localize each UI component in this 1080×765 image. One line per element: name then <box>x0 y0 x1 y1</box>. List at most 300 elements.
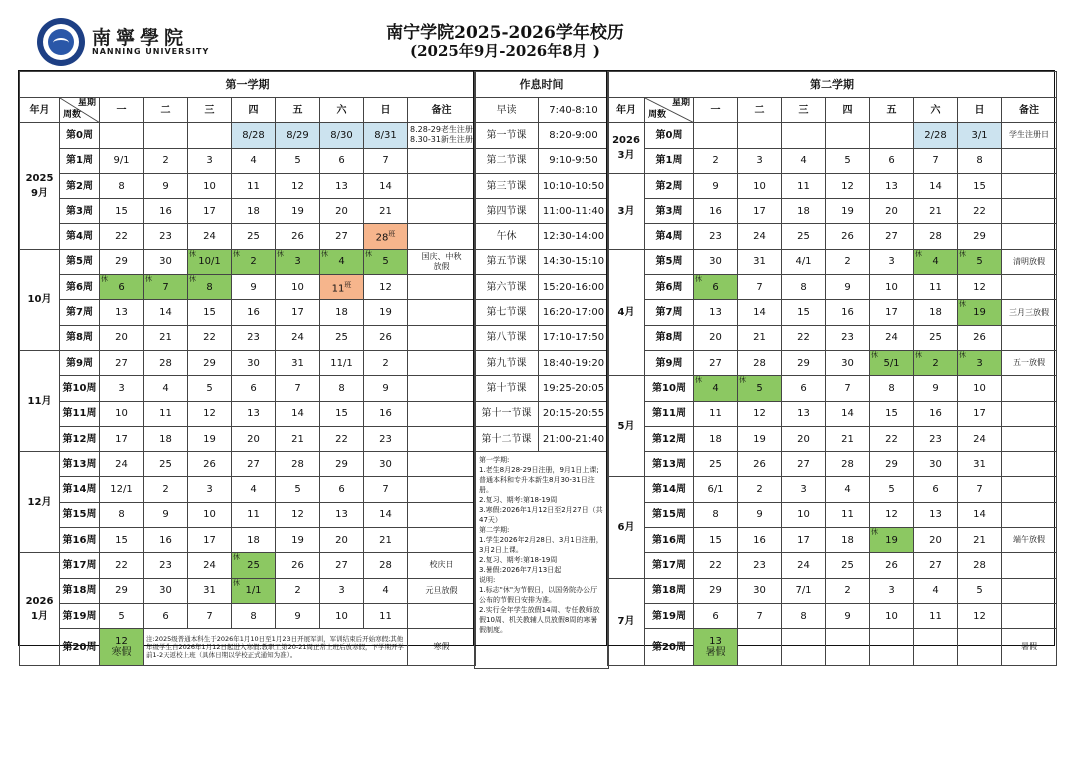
day-cell <box>276 275 320 300</box>
day-date: 8 <box>206 281 213 293</box>
day-date: 6/1 <box>707 484 724 496</box>
day-date: 26 <box>973 332 986 344</box>
day-cell <box>188 350 232 375</box>
period-time: 15:20-16:00 <box>539 275 609 300</box>
day-date: 14 <box>159 307 172 319</box>
day-cell <box>782 350 826 375</box>
day-date: 28 <box>841 458 854 470</box>
week-row <box>608 300 1057 325</box>
day-cell <box>826 300 870 325</box>
week-row <box>608 376 1057 401</box>
day-date: 11 <box>929 281 942 293</box>
day-cell <box>782 148 826 173</box>
day-date: 16 <box>929 408 942 420</box>
schedule-row <box>475 426 609 451</box>
week-number: 第16周 <box>60 528 100 553</box>
day-cell <box>738 477 782 502</box>
day-date: 4 <box>250 484 257 496</box>
period-time: 11:00-11:40 <box>539 199 609 224</box>
day-date: 25 <box>709 458 722 470</box>
day-date: 7 <box>756 281 763 293</box>
notes-line: 说明: <box>479 576 496 585</box>
logo-english-name: NANNING UNIVERSITY <box>92 47 210 56</box>
row-note: 端午放假 <box>1002 528 1057 553</box>
day-date: 26 <box>841 231 854 243</box>
day-cell <box>188 325 232 350</box>
day-date: 3 <box>338 585 345 597</box>
week-row <box>20 148 476 173</box>
day-date: 27 <box>335 231 348 243</box>
day-cell <box>782 199 826 224</box>
day-cell <box>826 528 870 553</box>
day-cell <box>188 502 232 527</box>
day-cell <box>276 300 320 325</box>
month-label: 2025 9月 <box>20 123 60 249</box>
day-date: 2 <box>382 357 389 369</box>
day-cell <box>188 224 232 249</box>
week-row <box>608 173 1057 198</box>
day-date: 8 <box>118 180 125 192</box>
day-cell <box>320 426 364 451</box>
day-date: 20 <box>247 433 260 445</box>
day-cell <box>694 199 738 224</box>
day-cell <box>738 376 782 401</box>
day-date: 5 <box>756 382 763 394</box>
day-date: 15 <box>709 534 722 546</box>
day-date: 16 <box>841 307 854 319</box>
day-cell <box>364 224 408 249</box>
day-date: 13 <box>709 307 722 319</box>
table-title-row <box>475 72 609 98</box>
day-cell <box>782 452 826 477</box>
week-row <box>20 528 476 553</box>
sem1-title: 第一学期 <box>20 72 476 98</box>
week-number: 第4周 <box>60 224 100 249</box>
day-date: 17 <box>885 307 898 319</box>
day-date: 30 <box>159 585 172 597</box>
day-cell <box>232 199 276 224</box>
table-title-row <box>608 72 1057 98</box>
day-cell <box>276 426 320 451</box>
period-name: 第七节课 <box>475 300 539 325</box>
day-date: 20 <box>335 205 348 217</box>
day-cell <box>144 477 188 502</box>
day-cell <box>870 199 914 224</box>
day-date: 30 <box>709 256 722 268</box>
day-cell <box>694 603 738 628</box>
day-date: 25 <box>247 231 260 243</box>
month-column-header: 年月 <box>608 98 645 123</box>
day-date: 12/1 <box>110 484 133 496</box>
day-cell <box>914 350 958 375</box>
day-cell <box>320 275 364 300</box>
day-cell <box>782 173 826 198</box>
month-label: 4月 <box>608 249 645 375</box>
day-cell <box>232 224 276 249</box>
day-date: 17 <box>203 205 216 217</box>
day-date: 15 <box>885 408 898 420</box>
day-date: 23 <box>159 231 172 243</box>
day-date: 6 <box>932 484 939 496</box>
day-cell <box>232 452 276 477</box>
day-cell <box>320 603 364 628</box>
day-date: 29 <box>115 256 128 268</box>
schedule-row <box>475 249 609 274</box>
day-date: 24 <box>797 559 810 571</box>
week-number: 第3周 <box>60 199 100 224</box>
day-cell <box>320 123 364 148</box>
day-date: 9 <box>932 382 939 394</box>
day-date: 19 <box>291 205 304 217</box>
day-cell <box>958 629 1002 666</box>
day-date: 11 <box>247 180 260 192</box>
day-cell <box>958 224 1002 249</box>
day-cell <box>276 224 320 249</box>
day-cell <box>738 603 782 628</box>
day-cell <box>188 275 232 300</box>
day-date: 5 <box>294 155 301 167</box>
day-cell <box>958 173 1002 198</box>
day-date: 4 <box>382 585 389 597</box>
day-cell <box>914 629 958 666</box>
day-cell <box>694 275 738 300</box>
day-date: 17 <box>115 433 128 445</box>
week-number: 第19周 <box>60 603 100 628</box>
day-date: 28 <box>973 559 986 571</box>
day-date: 5 <box>888 484 895 496</box>
day-date: 16 <box>247 307 260 319</box>
day-date: 16 <box>753 534 766 546</box>
day-date: 8 <box>338 382 345 394</box>
day-cell <box>958 376 1002 401</box>
day-cell <box>100 528 144 553</box>
day-cell <box>826 148 870 173</box>
day-cell <box>870 148 914 173</box>
day-cell <box>782 528 826 553</box>
week-number: 第2周 <box>60 173 100 198</box>
day-date: 14 <box>973 509 986 521</box>
day-date: 3 <box>976 357 983 369</box>
day-date: 7 <box>162 281 169 293</box>
day-cell <box>826 123 870 148</box>
day-date: 24 <box>115 458 128 470</box>
day-cell <box>870 275 914 300</box>
day-date: 8 <box>712 509 719 521</box>
day-date: 10 <box>885 281 898 293</box>
week-number: 第20周 <box>60 629 100 666</box>
day-date: 2 <box>932 357 939 369</box>
row-note <box>408 452 476 477</box>
day-cell <box>738 426 782 451</box>
day-cell <box>276 148 320 173</box>
day-cell <box>144 199 188 224</box>
week-row <box>608 325 1057 350</box>
month-label: 6月 <box>608 477 645 578</box>
day-date: 11 <box>379 610 392 622</box>
day-date: 30 <box>247 357 260 369</box>
day-date: 11 <box>797 180 810 192</box>
week-row <box>608 350 1057 375</box>
day-cell <box>782 300 826 325</box>
row-note: 暑假 <box>1002 629 1057 666</box>
day-cell <box>188 603 232 628</box>
day-date: 16 <box>159 205 172 217</box>
month-column-header: 年月 <box>20 98 60 123</box>
vacation-start-cell: 12 寒假 <box>100 629 144 666</box>
row-note <box>1002 603 1057 628</box>
day-cell <box>232 350 276 375</box>
day-date: 27 <box>335 559 348 571</box>
day-date: 4 <box>162 382 169 394</box>
day-date: 21 <box>291 433 304 445</box>
week-number: 第10周 <box>645 376 694 401</box>
day-date: 29 <box>973 231 986 243</box>
day-cell <box>738 224 782 249</box>
day-cell <box>914 528 958 553</box>
day-date: 24 <box>203 231 216 243</box>
schedule-row <box>475 173 609 198</box>
week-row <box>20 325 476 350</box>
day-date: 9 <box>162 509 169 521</box>
day-date: 18 <box>929 307 942 319</box>
row-note <box>1002 578 1057 603</box>
row-note <box>1002 173 1057 198</box>
schedule-row <box>475 350 609 375</box>
day-date: 11 <box>841 509 854 521</box>
period-name: 第六节课 <box>475 275 539 300</box>
day-cell <box>738 325 782 350</box>
day-date: 8 <box>800 610 807 622</box>
day-cell <box>826 275 870 300</box>
day-date: 8 <box>800 281 807 293</box>
week-row <box>608 123 1057 148</box>
day-date: 19 <box>291 534 304 546</box>
day-date: 5 <box>206 382 213 394</box>
day-cell <box>694 553 738 578</box>
day-date: 12 <box>885 509 898 521</box>
holiday-mark: 休 <box>739 376 746 385</box>
day-cell <box>694 528 738 553</box>
semester-2-table <box>606 70 1055 659</box>
week-number: 第1周 <box>60 148 100 173</box>
day-date: 26 <box>885 559 898 571</box>
day-date: 13 <box>247 408 260 420</box>
day-date: 27 <box>709 357 722 369</box>
day-cell <box>870 578 914 603</box>
holiday-mark: 休 <box>959 249 966 258</box>
week-row <box>20 578 476 603</box>
day-cell <box>738 350 782 375</box>
table-title-row <box>20 72 476 98</box>
day-cell <box>144 426 188 451</box>
day-date: 29 <box>335 458 348 470</box>
day-date: 15 <box>973 180 986 192</box>
day-cell <box>320 553 364 578</box>
day-cell <box>782 629 826 666</box>
row-note <box>1002 477 1057 502</box>
day-cell <box>826 603 870 628</box>
day-cell <box>694 249 738 274</box>
day-date: 8/28 <box>242 129 265 141</box>
day-cell <box>738 249 782 274</box>
week-row <box>608 148 1057 173</box>
day-cell <box>694 452 738 477</box>
day-date: 21 <box>379 205 392 217</box>
month-label: 2026 3月 <box>608 123 645 174</box>
day-cell <box>364 123 408 148</box>
day-cell <box>958 603 1002 628</box>
week-row <box>608 426 1057 451</box>
day-cell <box>826 426 870 451</box>
day-date: 6 <box>338 484 345 496</box>
day-cell <box>100 502 144 527</box>
day-cell <box>694 224 738 249</box>
day-cell <box>826 502 870 527</box>
day-date: 14 <box>291 408 304 420</box>
day-date: 3 <box>888 585 895 597</box>
day-date: 28 <box>375 232 389 244</box>
day-date: 9 <box>756 509 763 521</box>
day-cell <box>870 502 914 527</box>
schedule-row <box>475 376 609 401</box>
period-name: 第一节课 <box>475 123 539 148</box>
day-date: 6 <box>162 610 169 622</box>
day-cell <box>914 123 958 148</box>
week-number: 第5周 <box>645 249 694 274</box>
row-note <box>1002 325 1057 350</box>
day-cell <box>364 173 408 198</box>
day-date: 28 <box>159 357 172 369</box>
day-cell <box>826 401 870 426</box>
period-time: 10:10-10:50 <box>539 173 609 198</box>
schedule-row <box>475 325 609 350</box>
day-cell <box>914 401 958 426</box>
day-cell <box>826 325 870 350</box>
day-date: 23 <box>929 433 942 445</box>
day-cell <box>914 199 958 224</box>
day-cell <box>826 578 870 603</box>
day-date: 13 <box>335 509 348 521</box>
notes-line: 3.暑假:2026年7月13日起 <box>479 566 562 575</box>
day-date: 11 <box>247 509 260 521</box>
day-date: 16 <box>709 205 722 217</box>
day-date: 11 <box>159 408 172 420</box>
row-note <box>408 224 476 249</box>
day-cell <box>144 502 188 527</box>
day-cell <box>232 502 276 527</box>
row-note <box>408 502 476 527</box>
day-cell <box>100 426 144 451</box>
day-cell <box>276 123 320 148</box>
week-row <box>20 477 476 502</box>
weekday-header: 四 <box>826 98 870 123</box>
day-cell <box>364 578 408 603</box>
day-cell <box>276 249 320 274</box>
day-date: 28 <box>753 357 766 369</box>
day-cell <box>738 199 782 224</box>
week-number: 第13周 <box>60 452 100 477</box>
day-cell <box>100 603 144 628</box>
day-cell <box>276 502 320 527</box>
row-note: 五一放假 <box>1002 350 1057 375</box>
sem2-title: 第二学期 <box>608 72 1057 98</box>
week-number: 第15周 <box>645 502 694 527</box>
day-cell <box>232 275 276 300</box>
day-date: 2 <box>756 484 763 496</box>
day-cell <box>100 173 144 198</box>
day-date: 21 <box>379 534 392 546</box>
day-date: 26 <box>203 458 216 470</box>
week-row <box>608 578 1057 603</box>
day-cell <box>782 477 826 502</box>
day-cell <box>826 224 870 249</box>
day-cell <box>738 553 782 578</box>
day-cell <box>144 123 188 148</box>
day-cell <box>320 300 364 325</box>
week-number: 第3周 <box>645 199 694 224</box>
day-date: 3 <box>206 484 213 496</box>
day-cell <box>276 325 320 350</box>
day-cell <box>782 502 826 527</box>
day-cell <box>870 452 914 477</box>
weekday-header: 三 <box>782 98 826 123</box>
day-date: 27 <box>115 357 128 369</box>
day-cell <box>870 603 914 628</box>
day-cell <box>144 249 188 274</box>
day-cell <box>826 553 870 578</box>
day-cell <box>188 578 232 603</box>
week-number: 第1周 <box>645 148 694 173</box>
day-date: 23 <box>841 332 854 344</box>
day-cell <box>320 401 364 426</box>
week-row <box>20 553 476 578</box>
week-row <box>608 401 1057 426</box>
day-date: 4 <box>250 155 257 167</box>
holiday-mark: 休 <box>145 275 152 284</box>
weekday-header: 一 <box>100 98 144 123</box>
day-date: 5 <box>976 256 983 268</box>
day-date: 2 <box>250 256 257 268</box>
day-cell <box>232 603 276 628</box>
day-date: 6 <box>888 155 895 167</box>
day-cell <box>232 426 276 451</box>
day-cell <box>958 477 1002 502</box>
day-date: 7 <box>206 610 213 622</box>
day-cell <box>738 629 782 666</box>
day-cell <box>232 578 276 603</box>
week-row <box>608 528 1057 553</box>
day-date: 25 <box>797 231 810 243</box>
day-cell <box>738 502 782 527</box>
week-row <box>20 173 476 198</box>
day-date: 25 <box>929 332 942 344</box>
day-cell <box>188 477 232 502</box>
day-date: 10 <box>203 509 216 521</box>
week-number: 第12周 <box>60 426 100 451</box>
day-date: 7 <box>844 382 851 394</box>
day-date: 27 <box>797 458 810 470</box>
day-cell <box>958 249 1002 274</box>
day-date: 5 <box>118 610 125 622</box>
corner-slash <box>60 98 99 122</box>
week-row <box>20 376 476 401</box>
day-cell <box>782 275 826 300</box>
day-cell <box>276 578 320 603</box>
row-note <box>1002 376 1057 401</box>
row-note <box>1002 199 1057 224</box>
weekday-header: 日 <box>958 98 1002 123</box>
day-cell <box>914 426 958 451</box>
